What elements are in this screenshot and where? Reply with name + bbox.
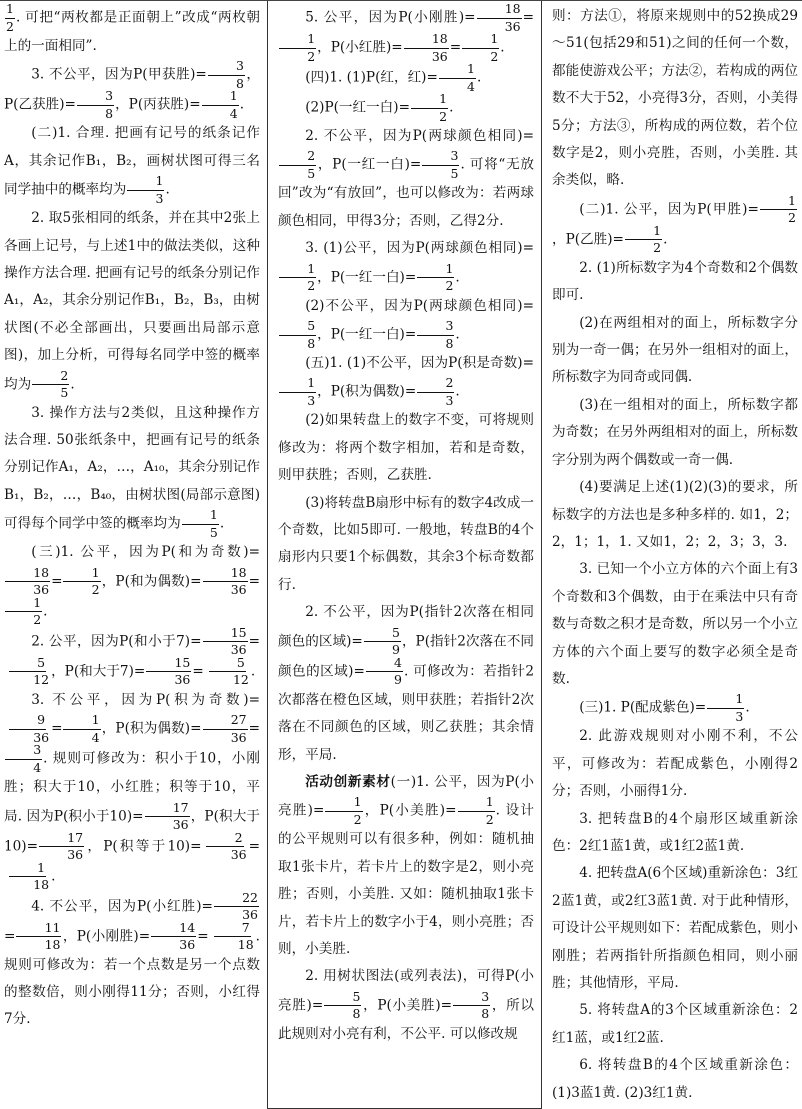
fraction-denominator: 18 — [237, 937, 254, 952]
fraction-denominator: 8 — [352, 1006, 361, 1022]
answer-paragraph — [278, 123, 534, 235]
fraction-numerator: 1 — [462, 33, 499, 49]
fraction-denominator: 9 — [391, 642, 400, 658]
fraction-numerator: 1 — [5, 597, 42, 613]
text-run: . — [449, 99, 454, 116]
text-run: (4)要满足上述(1)(2)(3)的要求，所标数字的方法也是多种多样的. 如1，2；2，1；1，1. 又如1，2；2，3；3，3. — [552, 479, 798, 550]
text-run: (一)1. 公平，因为P(小亮胜)= — [278, 773, 534, 819]
text-run: . — [239, 96, 245, 113]
text-run: (三)1. P(配成紫色)= — [579, 699, 707, 716]
fraction-denominator: 2 — [490, 48, 499, 64]
text-run: 2. 用树状图法(或列表法)，可得P(小亮胜)= — [278, 968, 534, 1014]
fraction — [707, 693, 744, 723]
text-run: . — [219, 515, 225, 532]
fraction-numerator: 18 — [5, 567, 50, 583]
text-run: (五)1. (1)不公平，因为P(积是奇数)= — [305, 355, 534, 372]
fraction-numerator: 9 — [9, 714, 46, 730]
text-run: (2)如果转盘上的数字不变，可将规则修改为：将两个数字相加，若和是奇数，则甲获胜；否则，乙获胜. — [278, 412, 534, 484]
fraction-numerator: 1 — [127, 175, 164, 191]
fraction — [417, 320, 454, 350]
text-run: (2)在两组相对的面上，所标数字分别为一奇一偶；在另外一组相对的面上，所标数字为同奇或同偶. — [552, 314, 798, 386]
fraction — [182, 509, 219, 539]
fraction-denominator: 3 — [307, 392, 316, 408]
answer-paragraph — [552, 474, 798, 556]
answer-paragraph — [278, 235, 534, 292]
fraction-denominator: 3 — [155, 190, 164, 206]
fraction-denominator: 2 — [445, 278, 454, 294]
text-run: ，P(小刚胜)= — [62, 928, 151, 944]
fraction-numerator: 1 — [760, 195, 797, 211]
text-run: = — [197, 928, 209, 944]
fraction-numerator: 15 — [203, 627, 248, 643]
fraction-denominator: 36 — [172, 817, 189, 832]
text-run: = — [192, 663, 204, 680]
text-run: . — [477, 69, 482, 86]
text-run: ，P(乙胜)= — [552, 231, 624, 248]
column-divider-right — [541, 1, 542, 1109]
fraction-denominator: 12 — [33, 672, 50, 688]
fraction-numerator: 11 — [16, 922, 61, 938]
fraction-numerator: 14 — [151, 922, 196, 938]
answer-paragraph — [4, 400, 260, 540]
fraction-numerator: 1 — [63, 714, 100, 730]
fraction — [146, 654, 191, 688]
text-run: 3. 不公平，因为P(积为奇数)= — [31, 691, 260, 708]
fraction-numerator: 1 — [182, 509, 219, 525]
fraction — [453, 988, 490, 1022]
text-run: . — [745, 699, 750, 716]
fraction — [325, 796, 362, 826]
text-run: . — [250, 663, 256, 680]
fraction-numerator: 1 — [63, 567, 100, 583]
fraction-denominator: 36 — [242, 907, 258, 922]
fraction-denominator: 4 — [33, 759, 42, 775]
answer-paragraph — [4, 3, 260, 60]
answer-paragraph — [4, 624, 260, 688]
answer-paragraph — [552, 310, 798, 392]
text-run: 4. 不公平，因为P(小红胜)= — [31, 898, 213, 914]
fraction-denominator: 2 — [6, 18, 14, 34]
answer-paragraph — [552, 192, 798, 256]
text-run: 2. 不公平，因为P(指针2次落在相同颜色的区域)= — [278, 604, 534, 650]
text-run: = — [248, 633, 260, 650]
text-run: . 可修改为：若指针2次都落在橙色区域，则甲获胜；若指针2次落在不同颜色的区域，则乙获胜；其余情形，平局. — [278, 663, 534, 763]
section-heading: 活动创新素材 — [305, 773, 391, 790]
text-run: 4. 把转盘A(6个区域)重新涂色：3红2蓝1黄，或2红3蓝1黄. 对于此种情形，可设计公平规则如下：若配成紫色，则小刚胜；若两指针所指颜色相同，则小丽胜；其他情形，平局. — [552, 865, 798, 991]
text-run: . 规则可修改为：积小于10，小刚胜；积大于10，小红胜；积等于10，平局. 因为P(积小于10)= — [4, 750, 260, 824]
text-run: 3. 操作方法与2类似，且这种操作方法合理. 50张纸条中，把画有记号的纸条分别记作A₁，A₂，…，A₁₀，其余分别记作B₁，B₂，…，B₄₀，由树状图(局部示意图)可得每个同学中签的概率均为 — [4, 404, 260, 532]
fraction — [5, 714, 50, 744]
fraction — [214, 889, 259, 922]
fraction-numerator: 1 — [625, 225, 662, 241]
fraction — [279, 150, 316, 180]
fraction-denominator: 9 — [394, 672, 402, 688]
fraction-denominator: 36 — [230, 642, 247, 658]
fraction-denominator: 2 — [353, 811, 362, 827]
fraction — [5, 654, 50, 688]
fraction — [760, 192, 797, 226]
fraction — [324, 988, 361, 1022]
text-run: ，P(积为偶数)= — [101, 720, 202, 737]
fraction-denominator: 18 — [44, 937, 61, 952]
text-run: 2. 公平，因为P(和小于7)= — [31, 633, 202, 650]
fraction-denominator: 18 — [33, 877, 50, 892]
fraction-denominator: 4 — [91, 729, 100, 745]
fraction-numerator: 2 — [279, 150, 316, 166]
text-run: (2)不公平，因为P(两球颜色相同)= — [305, 297, 534, 314]
column-divider-left — [267, 1, 268, 1109]
answer-paragraph — [4, 205, 260, 399]
fraction — [210, 919, 255, 952]
answer-paragraph — [4, 889, 260, 1034]
fraction — [462, 33, 499, 63]
fraction — [63, 714, 100, 744]
fraction — [411, 93, 448, 123]
text-run: . — [500, 39, 505, 56]
fraction-numerator: 18 — [404, 33, 449, 49]
fraction — [127, 175, 164, 205]
answer-paragraph — [552, 860, 798, 997]
text-run: (四)1. (1)P(红，红)= — [305, 69, 438, 86]
fraction-numerator: 1 — [325, 796, 362, 812]
fraction-numerator: 5 — [279, 320, 316, 336]
fraction — [364, 624, 401, 658]
fraction-numerator: 5 — [364, 627, 401, 643]
fraction-denominator: 36 — [179, 937, 196, 952]
answer-paragraph — [278, 769, 534, 963]
text-run: 6. 将转盘B的4个区域重新涂色：(1)3蓝1黄. (2)3红1黄. — [552, 1057, 798, 1101]
fraction — [417, 377, 454, 407]
fraction-denominator: 8 — [236, 75, 244, 91]
text-run: . — [455, 326, 460, 343]
fraction-numerator: 17 — [145, 802, 190, 818]
text-run: ，P(和为偶数)= — [101, 573, 202, 590]
text-run: = — [248, 720, 260, 737]
fraction — [279, 377, 316, 407]
text-run: 5. 公平，因为P(小刚胜)= — [305, 9, 476, 26]
text-run: (二)1. 合理. 把画有记号的纸条记作A，其余记作B₁，B₂，画树状图可得三名同学抽中的概率均为 — [4, 125, 260, 198]
text-run: ，P(小美胜)= — [363, 802, 457, 819]
answer-paragraph — [278, 963, 534, 1048]
fraction-denominator: 2 — [33, 612, 42, 628]
fraction — [279, 320, 316, 350]
text-run: ，P(小红胜)= — [317, 39, 403, 56]
fraction-denominator: 8 — [307, 335, 316, 351]
fraction-numerator: 5 — [324, 991, 361, 1007]
fraction — [203, 714, 248, 744]
fraction — [5, 859, 50, 892]
fraction — [5, 3, 15, 33]
fraction — [404, 33, 449, 63]
fraction-numerator: 1 — [411, 93, 448, 109]
fraction-numerator: 15 — [146, 657, 191, 673]
answer-paragraph — [278, 3, 534, 63]
fraction-numerator: 3 — [453, 991, 490, 1007]
fraction-denominator: 36 — [504, 18, 521, 34]
fraction-denominator: 8 — [105, 105, 114, 121]
fraction — [32, 367, 69, 401]
text-run: . 规则可修改为：若一个点数是另一个点数的整数倍，则小刚得11分；否则，小红得7分. — [4, 928, 260, 1028]
fraction-denominator: 36 — [174, 672, 191, 688]
fraction — [63, 564, 100, 598]
fraction — [203, 624, 248, 658]
fraction-numerator: 1 — [458, 796, 495, 812]
fraction-denominator: 8 — [445, 335, 454, 351]
fraction-denominator: 36 — [431, 48, 448, 64]
fraction-denominator: 2 — [307, 278, 316, 294]
fraction-denominator: 36 — [33, 729, 50, 745]
text-run: 2. 此游戏规则对小刚不利，不公平，可修改为：若配成紫色，小刚得2分；否则，小丽得1分. — [552, 728, 798, 800]
fraction-numerator: 3 — [77, 90, 114, 106]
fraction — [422, 150, 459, 180]
fraction — [145, 799, 190, 832]
text-run: = — [248, 838, 260, 854]
fraction — [458, 796, 495, 826]
fraction-denominator: 4 — [467, 78, 475, 94]
fraction-denominator: 5 — [209, 524, 218, 540]
fraction-numerator: 1 — [279, 263, 316, 279]
text-run: ，P(积为偶数)= — [317, 383, 417, 400]
fraction-denominator: 2 — [307, 48, 316, 64]
answer-paragraph — [278, 63, 534, 93]
text-run: 5. 将转盘A的3个区域重新涂色：2红1蓝，或1红2蓝. — [552, 1002, 798, 1046]
fraction-denominator: 2 — [485, 811, 494, 827]
fraction-denominator: 3 — [735, 708, 744, 724]
fraction-numerator: 1 — [707, 693, 744, 709]
fraction-denominator: 36 — [33, 582, 50, 598]
fraction-numerator: 2 — [417, 377, 454, 393]
column-right — [552, 3, 798, 1109]
fraction-denominator: 2 — [653, 240, 662, 256]
fraction — [208, 60, 245, 90]
column-left — [4, 3, 260, 1109]
text-run: = — [51, 573, 63, 590]
text-run: 2. (1)所标数字为4个奇数和2个偶数即可. — [552, 259, 798, 304]
fraction-numerator: 22 — [214, 892, 259, 908]
column-middle — [278, 3, 534, 1109]
answer-paragraph — [552, 806, 798, 861]
fraction — [366, 654, 403, 688]
fraction-numerator: 1 — [9, 862, 46, 878]
answer-paragraph — [4, 539, 260, 626]
text-run: ，P(和大于7)= — [51, 663, 146, 680]
answer-paragraph — [4, 120, 260, 205]
text-run: . 可将“无放回”改为“有放回”，也可以修改为：若两球颜色相同，甲得3分；否则，乙得2分. — [278, 156, 534, 229]
fraction — [477, 3, 522, 33]
fraction-numerator: 1 — [417, 263, 454, 279]
fraction-denominator: 3 — [445, 392, 454, 408]
fraction-numerator: 1 — [202, 90, 239, 106]
text-run: 3. (1)公平，因为P(两球颜色相同)= — [305, 240, 534, 257]
text-run: ，P(积等于10)= — [85, 838, 202, 854]
fraction-denominator: 36 — [67, 847, 84, 862]
fraction-numerator: 4 — [366, 657, 403, 673]
answer-paragraph — [278, 490, 534, 600]
text-run: ，P(积大于10)= — [4, 808, 260, 854]
answer-paragraph — [278, 293, 534, 350]
text-run: (二)1. 公平，因为P(甲胜)= — [579, 201, 759, 218]
fraction-denominator: 2 — [91, 582, 100, 598]
fraction — [39, 829, 84, 862]
fraction-denominator: 12 — [232, 672, 249, 688]
text-run: = — [449, 39, 462, 56]
text-run: (2)P(一红一白)= — [305, 99, 410, 116]
answer-paragraph — [552, 723, 798, 805]
fraction — [203, 564, 248, 598]
answer-paragraph — [552, 693, 798, 723]
text-run: ，P(一红一白)= — [317, 156, 422, 173]
text-run: (3)在一组相对的面上，所标数字都为奇数；在另外两组相对的面上，所标数字分别为两个偶数或一奇一偶. — [552, 396, 798, 468]
text-run: . — [43, 603, 48, 620]
fraction-denominator: 36 — [230, 582, 247, 598]
text-run: . 可把“两枚都是正面朝上”改成“两枚朝上的一面相同”. — [4, 9, 260, 54]
fraction-denominator: 36 — [230, 729, 247, 745]
answer-paragraph — [278, 350, 534, 407]
fraction — [203, 829, 248, 862]
fraction — [5, 564, 50, 598]
fraction-denominator: 2 — [439, 108, 448, 124]
fraction-numerator: 18 — [203, 567, 248, 583]
text-run: 2. 不公平，因为P(两球颜色相同)= — [305, 128, 534, 144]
fraction — [205, 654, 250, 688]
answer-paragraph — [4, 687, 260, 892]
text-run: . — [51, 868, 56, 884]
fraction-numerator: 3 — [417, 320, 454, 336]
answer-paragraph — [552, 1052, 798, 1107]
text-run: = — [4, 928, 16, 944]
fraction — [625, 222, 662, 256]
fraction-denominator: 2 — [788, 210, 796, 226]
fraction — [16, 919, 61, 952]
fraction-numerator: 17 — [39, 832, 84, 848]
fraction-numerator: 3 — [5, 744, 42, 760]
text-run: 3. 已知一个小立方体的六个面上有3个奇数和3个偶数，由于在乘法中只有奇数与奇数之积才是奇数，所以另一个小立方体的六个面上要写的数字必须全是奇数. — [552, 561, 798, 687]
text-run: ，P(乙获胜)= — [4, 66, 260, 113]
fraction — [5, 744, 42, 774]
fraction-denominator: 4 — [229, 105, 238, 121]
fraction — [279, 33, 316, 63]
text-run: ，P(小美胜)= — [362, 997, 453, 1014]
fraction — [417, 260, 454, 294]
text-run: (三)1. 公平，因为P(和为奇数)= — [31, 544, 260, 561]
text-run: . — [455, 383, 460, 400]
answer-paragraph — [278, 599, 534, 769]
text-run: = — [522, 9, 534, 26]
text-run: . 设计的公平规则可以有很多种，例如：随机抽取1张卡片，若卡片上的数字是2，则小亮胜；否则，小美胜. 又如：随机抽取1张卡片，若卡片上的数字小于4，则小亮胜；否则，小美胜. — [278, 802, 534, 957]
text-run: = — [248, 573, 260, 590]
fraction-denominator: 5 — [60, 385, 69, 401]
fraction — [202, 90, 239, 120]
text-run: = — [51, 720, 63, 737]
fraction-numerator: 1 — [5, 3, 15, 19]
fraction-numerator: 3 — [422, 150, 459, 166]
text-run: ，P(一红一白)= — [317, 326, 417, 343]
text-run: . — [455, 269, 460, 286]
text-run: ，P(指针2次落在不同颜色的区域)= — [278, 633, 534, 680]
fraction-numerator: 7 — [214, 922, 251, 938]
text-run: . — [165, 181, 170, 198]
fraction-numerator: 3 — [208, 60, 245, 76]
answer-paragraph — [278, 93, 534, 123]
answer-paragraph — [552, 255, 798, 310]
fraction-numerator: 27 — [203, 714, 248, 730]
fraction-denominator: 8 — [481, 1006, 490, 1022]
fraction — [439, 63, 476, 93]
text-run: . — [70, 376, 75, 393]
fraction — [279, 260, 316, 294]
text-run: . — [663, 231, 668, 248]
fraction-numerator: 5 — [9, 657, 46, 673]
text-run: 2. 取5张相同的纸条，并在其中2张上各画上记号，与上述1中的做法类似，这种操作方法合理. 把画有记号的纸条分别记作A₁，A₂，其余分别记作B₁，B₂，B₃，由树状图(不必全部画出，只要画出局部示意图)，加上分析，可得每名同学中签的概率均为 — [4, 210, 260, 393]
fraction-numerator: 2 — [32, 370, 69, 386]
fraction — [5, 594, 42, 628]
answer-paragraph — [552, 997, 798, 1052]
fraction-numerator: 5 — [209, 657, 246, 673]
answer-paragraph — [552, 3, 798, 195]
text-run: (3)将转盘B扇形中标有的数字4改成一个奇数，比如5即可. 一般地，转盘B的4个扇形内只要1个标偶数，其余3个标奇数都行. — [278, 494, 534, 593]
fraction-numerator: 1 — [279, 377, 316, 393]
fraction-numerator: 1 — [439, 63, 476, 79]
answer-paragraph — [278, 407, 534, 489]
text-run: ，所以此规则对小亮有利，不公平. 可以修改规 — [278, 997, 534, 1042]
fraction-denominator: 5 — [450, 165, 459, 181]
text-run: ，P(丙获胜)= — [115, 96, 201, 113]
answer-paragraph — [552, 392, 798, 474]
text-run: ，P(一红一白)= — [317, 269, 417, 286]
text-run: 3. 把转盘B的4个扇形区域重新涂色：2红1蓝1黄，或1红2蓝1黄. — [552, 810, 798, 854]
text-run: 则：方法①，将原来规则中的52换成29～51(包括29和51)之间的任何一个数，都能使游戏公平；方法②，若构成的两位数不大于52，小亮得3分，否则，小美得5分；方法③，所构成的两位数，若个位数字是2，则小亮胜，否则，小美胜. 其余类似，略. — [552, 8, 798, 189]
fraction-numerator: 2 — [206, 832, 243, 848]
fraction — [77, 90, 114, 120]
answer-paragraph — [4, 60, 260, 120]
fraction-denominator: 36 — [230, 847, 247, 862]
answer-paragraph — [552, 556, 798, 693]
fraction-numerator: 1 — [279, 33, 316, 49]
fraction-denominator: 5 — [307, 165, 316, 181]
fraction-numerator: 18 — [477, 3, 522, 19]
text-run: 3. 不公平，因为P(甲获胜)= — [31, 66, 207, 83]
fraction — [151, 919, 196, 952]
